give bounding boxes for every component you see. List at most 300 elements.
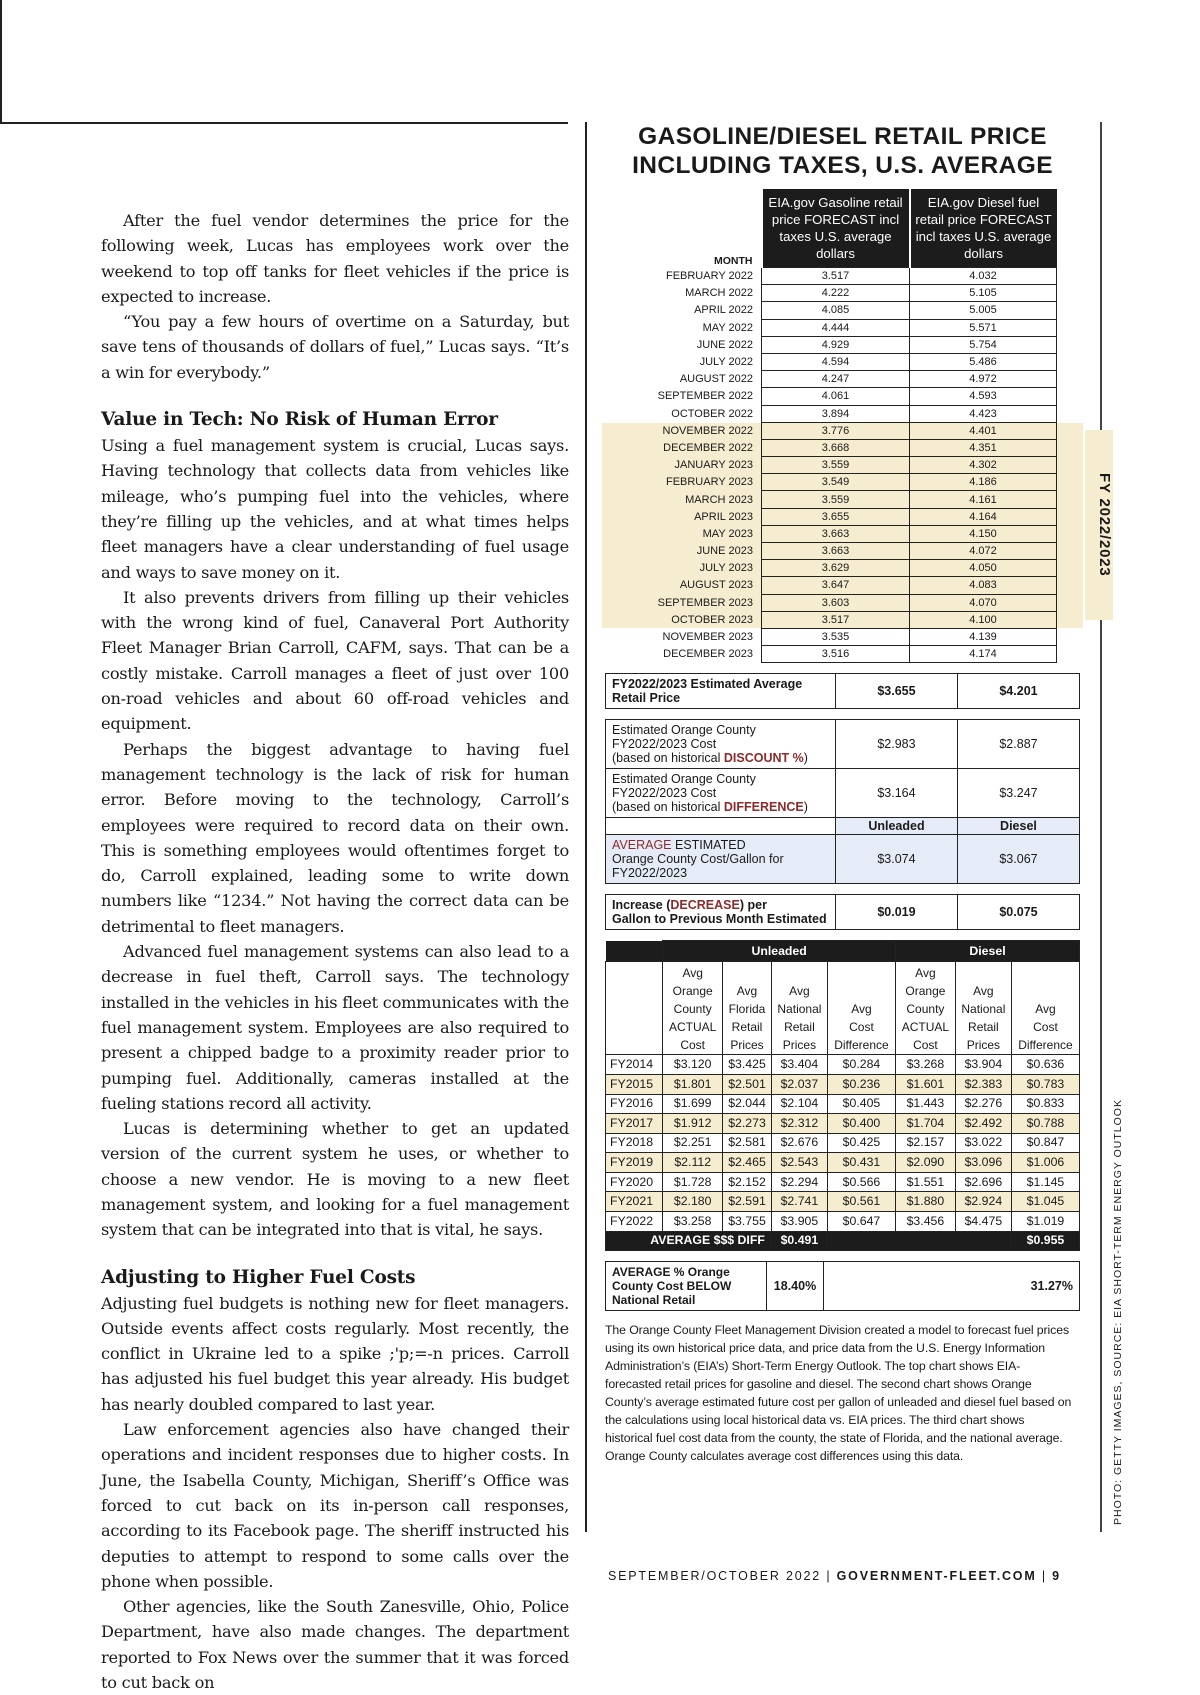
hist-year: FY2017 <box>606 1114 663 1134</box>
forecast-gas-value: 3.516 <box>762 646 910 663</box>
forecast-row <box>605 543 1057 560</box>
hist-value: $2.492 <box>955 1114 1011 1134</box>
hist-value: $0.284 <box>827 1055 895 1075</box>
label-line: FY2022/2023 <box>612 866 688 881</box>
header-word: Retail <box>731 1020 763 1035</box>
forecast-row <box>605 577 1057 594</box>
footer-sep: | <box>1041 1569 1053 1583</box>
hist-value: $1.045 <box>1011 1192 1079 1212</box>
fy-label: FY 2022/2023 <box>1085 430 1113 620</box>
label-line <box>612 800 829 814</box>
hist-value: $2.676 <box>771 1133 827 1153</box>
forecast-month: JUNE 2022 <box>696 338 753 351</box>
paragraph: “You pay a few hours of overtime on a Saturday, but save tens of thousands of dollars of fuel,” Lucas says. “It’s a win for everybody.” <box>101 312 569 382</box>
diesel-label: Diesel <box>957 818 1079 835</box>
gasoline-header: EIA.gov Gasoline retail price FORECAST incl taxes U.S. average dollars <box>762 189 910 268</box>
paragraph: Adjusting fuel budgets is nothing new for fleet managers. Outside events affect costs regularly. Most recently, the conflict in Ukraine led to a spike ;'p;=-n prices. Carroll has adjusted his fuel budget this year already. His budget has nearly doubled compared to last year. <box>101 1293 569 1414</box>
forecast-row <box>605 594 1057 611</box>
month-header: MONTH <box>714 254 753 267</box>
hist-value: $3.755 <box>723 1212 772 1232</box>
hist-col-header <box>663 962 723 1055</box>
forecast-gas-value: 3.655 <box>762 508 910 525</box>
diesel-header: EIA.gov Diesel fuel retail price FORECAST incl taxes U.S. average dollars <box>910 189 1057 268</box>
forecast-rows <box>605 268 1057 663</box>
increase-label <box>606 895 836 930</box>
forecast-diesel-value: 4.186 <box>910 474 1057 491</box>
paragraph: Using a fuel management system is crucial, Lucas says. Having technology that collects data from vehicles like mileage, who’s pumping fuel into the vehicles, where they’re filling up the vehicles, and at what times helps fleet managers have a clear understanding of fuel usage and ways to save money on it. <box>101 436 569 582</box>
hist-value: $1.443 <box>895 1094 955 1114</box>
forecast-diesel-value: 4.593 <box>910 388 1057 405</box>
label-part: (based on historical <box>612 751 724 766</box>
hist-value: $2.112 <box>663 1153 723 1173</box>
label-line <box>612 751 829 765</box>
avg-estimated-diesel: $3.067 <box>957 835 1079 884</box>
hist-value: $1.728 <box>663 1172 723 1192</box>
paragraph: Advanced fuel management systems can also lead to a decrease in fuel theft, Carroll says. The technology installed in the vehicles in his fleet communicates with the fuel management system. Employees are also required to present a chipped badge to a proximity reader prior to pumping fuel. Additionally, cameras installed at the fueling stations record all activity. <box>101 942 569 1113</box>
forecast-diesel-value: 4.150 <box>910 525 1057 542</box>
forecast-diesel-value: 4.083 <box>910 577 1057 594</box>
hist-row <box>606 1114 1080 1134</box>
forecast-diesel-value: 4.423 <box>910 405 1057 422</box>
est-difference-gas: $3.164 <box>835 769 957 818</box>
avg-diff-spacer <box>827 1231 1011 1251</box>
hist-value: $2.104 <box>771 1094 827 1114</box>
forecast-gas-value: 3.663 <box>762 543 910 560</box>
forecast-row <box>605 646 1057 663</box>
hist-row <box>606 1192 1080 1212</box>
hist-value: $0.561 <box>827 1192 895 1212</box>
forecast-row <box>605 353 1057 370</box>
forecast-month: DECEMBER 2022 <box>663 441 753 454</box>
hist-row <box>606 1153 1080 1173</box>
avg-diff-unleaded: $0.491 <box>771 1231 827 1251</box>
forecast-diesel-value: 4.174 <box>910 646 1057 663</box>
hist-value: $2.276 <box>955 1094 1011 1114</box>
forecast-month: JANUARY 2023 <box>674 459 753 472</box>
forecast-row <box>605 371 1057 388</box>
forecast-gas-value: 3.559 <box>762 457 910 474</box>
header-word: Avg <box>973 984 994 999</box>
section-heading: Value in Tech: No Risk of Human Error <box>101 409 498 431</box>
label-part: ) per <box>739 898 767 913</box>
forecast-diesel-value: 5.105 <box>910 285 1057 302</box>
hist-value: $0.400 <box>827 1114 895 1134</box>
unleaded-label: Unleaded <box>835 818 957 835</box>
footer-sep: | <box>826 1569 837 1583</box>
hist-col-header <box>955 962 1011 1055</box>
hist-value: $2.044 <box>723 1094 772 1114</box>
hist-value: $3.258 <box>663 1212 723 1232</box>
forecast-gas-value: 3.603 <box>762 594 910 611</box>
forecast-gas-value: 3.894 <box>762 405 910 422</box>
forecast-gas-value: 4.594 <box>762 353 910 370</box>
hist-value: $2.157 <box>895 1133 955 1153</box>
hist-row <box>606 1055 1080 1075</box>
hist-value: $0.431 <box>827 1153 895 1173</box>
hist-col-header <box>771 962 827 1055</box>
forecast-gas-value: 3.549 <box>762 474 910 491</box>
header-word: Avg <box>736 984 758 999</box>
header-word: Avg <box>851 1002 872 1017</box>
header-word: Orange <box>672 984 713 999</box>
forecast-month: NOVEMBER 2022 <box>662 424 753 437</box>
avg-diff-diesel: $0.955 <box>1011 1231 1079 1251</box>
hist-value: $2.696 <box>955 1172 1011 1192</box>
forecast-diesel-value: 5.486 <box>910 353 1057 370</box>
label-part: ESTIMATED <box>671 838 746 853</box>
forecast-diesel-value: 4.050 <box>910 560 1057 577</box>
forecast-month: NOVEMBER 2023 <box>662 631 753 644</box>
forecast-gas-value: 3.647 <box>762 577 910 594</box>
header-word: Prices <box>730 1038 764 1053</box>
hist-value: $2.251 <box>663 1133 723 1153</box>
forecast-month: JULY 2022 <box>699 356 753 369</box>
avg-retail-diesel: $4.201 <box>957 674 1079 709</box>
hist-col-header <box>1011 962 1079 1055</box>
avg-retail-box <box>605 673 1080 709</box>
forecast-gas-value: 4.929 <box>762 336 910 353</box>
forecast-gas-value: 4.222 <box>762 285 910 302</box>
forecast-month: FEBRUARY 2022 <box>665 270 753 283</box>
forecast-row <box>605 474 1057 491</box>
hist-row <box>606 1133 1080 1153</box>
label-part: ) <box>803 800 808 815</box>
forecast-row <box>605 508 1057 525</box>
label-line: Estimated Orange County <box>612 772 756 787</box>
hist-col-header <box>895 962 955 1055</box>
est-difference-diesel: $3.247 <box>957 769 1079 818</box>
forecast-diesel-value: 4.070 <box>910 594 1057 611</box>
hist-value: $3.456 <box>895 1212 955 1232</box>
hist-value: $2.501 <box>723 1074 772 1094</box>
label-line: Estimated Orange County <box>612 723 756 738</box>
hist-col-header <box>723 962 772 1055</box>
forecast-row <box>605 405 1057 422</box>
forecast-month: APRIL 2022 <box>694 304 753 317</box>
group-spacer <box>606 941 663 962</box>
header-word: Avg <box>789 984 810 999</box>
forecast-gas-value: 3.517 <box>762 268 910 285</box>
hist-year: FY2021 <box>606 1192 663 1212</box>
forecast-gas-value: 4.444 <box>762 319 910 336</box>
hist-year: FY2019 <box>606 1153 663 1173</box>
diesel-group-header: Diesel <box>895 941 1079 962</box>
hist-year: FY2015 <box>606 1074 663 1094</box>
pct-below-diesel: 31.27% <box>824 1262 1080 1311</box>
header-word: Prices <box>966 1038 1001 1053</box>
forecast-gas-value: 3.668 <box>762 439 910 456</box>
hist-value: $0.566 <box>827 1172 895 1192</box>
forecast-diesel-value: 4.164 <box>910 508 1057 525</box>
page-footer <box>608 1569 1061 1583</box>
header-word: Retail <box>784 1020 815 1035</box>
forecast-row <box>605 268 1057 285</box>
paragraph: Other agencies, like the South Zanesville, Ohio, Police Department, have also made changes. The department reported to Fox News over the summer that it was forced to cut back on <box>101 1597 569 1693</box>
header-word: ACTUAL <box>669 1020 717 1035</box>
forecast-diesel-value: 5.754 <box>910 336 1057 353</box>
hist-value: $4.475 <box>955 1212 1011 1232</box>
hist-year: FY2014 <box>606 1055 663 1075</box>
header-word: Avg <box>1035 1002 1056 1017</box>
header-word: Retail <box>968 1020 999 1035</box>
avg-retail-gas: $3.655 <box>835 674 957 709</box>
hist-value: $2.924 <box>955 1192 1011 1212</box>
label-part: (based on historical <box>612 800 724 815</box>
hist-value: $2.581 <box>723 1133 772 1153</box>
forecast-diesel-value: 4.100 <box>910 611 1057 628</box>
hist-value: $1.801 <box>663 1074 723 1094</box>
hist-value: $2.312 <box>771 1114 827 1134</box>
header-word: Orange <box>905 984 946 999</box>
average-word: AVERAGE <box>612 838 672 853</box>
header-word: National <box>777 1002 822 1017</box>
increase-gas: $0.019 <box>835 895 957 930</box>
hist-value: $2.383 <box>955 1074 1011 1094</box>
historical-table <box>605 940 1080 1251</box>
forecast-month: AUGUST 2023 <box>679 579 753 592</box>
column-headers <box>606 962 1080 1055</box>
forecast-gas-value: 3.535 <box>762 628 910 645</box>
forecast-gas-value: 3.559 <box>762 491 910 508</box>
forecast-month: SEPTEMBER 2022 <box>657 390 753 403</box>
increase-box <box>605 894 1080 930</box>
hist-year: FY2022 <box>606 1212 663 1232</box>
forecast-gas-value: 3.517 <box>762 611 910 628</box>
header-word: County <box>906 1002 945 1017</box>
avg-retail-label: FY2022/2023 Estimated Average Retail Price <box>606 674 836 709</box>
forecast-row <box>605 457 1057 474</box>
est-difference-label <box>606 769 836 818</box>
forecast-month: MAY 2023 <box>702 527 753 540</box>
hist-value: $2.273 <box>723 1114 772 1134</box>
hist-value: $1.006 <box>1011 1153 1079 1173</box>
hist-value: $2.090 <box>895 1153 955 1173</box>
estimate-box <box>605 719 1080 884</box>
est-discount-label <box>606 720 836 769</box>
forecast-month: MAY 2022 <box>702 321 753 334</box>
forecast-diesel-value: 4.401 <box>910 422 1057 439</box>
issue-date: SEPTEMBER/OCTOBER 2022 <box>608 1569 822 1583</box>
panel-title <box>605 122 1080 180</box>
header-word: Cost <box>849 1020 874 1035</box>
hist-value: $1.704 <box>895 1114 955 1134</box>
year-col-spacer <box>606 962 663 1055</box>
forecast-gas-value: 4.085 <box>762 302 910 319</box>
hist-value: $3.022 <box>955 1133 1011 1153</box>
hist-value: $2.037 <box>771 1074 827 1094</box>
forecast-gas-value: 4.247 <box>762 371 910 388</box>
forecast-gas-value: 3.776 <box>762 422 910 439</box>
label-part: Increase ( <box>612 898 671 913</box>
paragraph: It also prevents drivers from filling up their vehicles with the wrong kind of fuel, Canaveral Port Authority Fleet Manager Brian Carroll, CAFM, says. That can be a costly mistake. Carroll manages a fleet of just over 100 on-road vehicles and about 60 off-road vehicles and equipment. <box>101 587 569 734</box>
hist-value: $0.847 <box>1011 1133 1079 1153</box>
hist-value: $3.404 <box>771 1055 827 1075</box>
label-line <box>612 838 829 852</box>
forecast-row <box>605 285 1057 302</box>
forecast-month: MARCH 2023 <box>685 493 753 506</box>
header-word: Difference <box>1018 1038 1073 1053</box>
header-word: Florida <box>728 1002 766 1017</box>
forecast-diesel-value: 4.032 <box>910 268 1057 285</box>
forecast-month: JUNE 2023 <box>696 545 753 558</box>
forecast-gas-value: 3.629 <box>762 560 910 577</box>
forecast-row <box>605 611 1057 628</box>
header-word: Prices <box>782 1038 817 1053</box>
pct-below-unleaded: 18.40% <box>767 1262 824 1311</box>
panel-title-line: INCLUDING TAXES, U.S. AVERAGE <box>632 152 1053 179</box>
hist-value: $3.268 <box>895 1055 955 1075</box>
label-line: Orange County Cost/Gallon for <box>612 852 784 867</box>
hist-value: $1.145 <box>1011 1172 1079 1192</box>
forecast-row <box>605 388 1057 405</box>
header-word: National <box>961 1002 1006 1017</box>
forecast-month: OCTOBER 2022 <box>671 407 753 420</box>
header-word: Cost <box>680 1038 706 1053</box>
header-word: Avg <box>915 966 936 981</box>
forecast-diesel-value: 4.161 <box>910 491 1057 508</box>
hist-value: $0.425 <box>827 1133 895 1153</box>
corner-rule <box>0 0 2 122</box>
hist-year: FY2018 <box>606 1133 663 1153</box>
label-line: FY2022/2023 Cost <box>612 786 717 801</box>
difference-word: DIFFERENCE <box>723 800 804 815</box>
paragraph: After the fuel vendor determines the price for the following week, Lucas has employees work over the weekend to top off tanks for fleet vehicles if the price is expected to increase. <box>101 211 569 306</box>
forecast-month: DECEMBER 2023 <box>663 648 753 661</box>
hist-value: $3.120 <box>663 1055 723 1075</box>
hist-value: $2.543 <box>771 1153 827 1173</box>
est-discount-diesel: $2.887 <box>957 720 1079 769</box>
paragraph: Perhaps the biggest advantage to having fuel management technology is the lack of risk for human error. Before moving to the technology, Carroll’s employees were required to record data on their own. This is something employees would oftentimes forget to do, Carroll explained, leading some to write down numbers like “1234.” Not having the correct data can be detrimental to fleet managers. <box>101 739 569 936</box>
panel-title-line: GASOLINE/DIESEL RETAIL PRICE <box>638 123 1047 150</box>
hist-value: $2.741 <box>771 1192 827 1212</box>
hist-value: $0.405 <box>827 1094 895 1114</box>
label-line: Gallon to Previous Month Estimated <box>612 912 827 927</box>
hist-value: $0.788 <box>1011 1114 1079 1134</box>
decrease-word: DECREASE <box>670 898 740 913</box>
forecast-row <box>605 525 1057 542</box>
hist-value: $2.591 <box>723 1192 772 1212</box>
column-divider <box>585 122 587 1532</box>
hist-value: $0.236 <box>827 1074 895 1094</box>
hist-year: FY2016 <box>606 1094 663 1114</box>
hist-row <box>606 1212 1080 1232</box>
forecast-gas-value: 4.061 <box>762 388 910 405</box>
forecast-month: JULY 2023 <box>699 562 753 575</box>
paragraph: Lucas is determining whether to get an updated version of the current system he uses, or whether to choose a new vendor. He is moving to a new fleet management system, and looking for a fuel management system that can be integrated into that is vital, he says. <box>101 1119 569 1240</box>
forecast-row <box>605 336 1057 353</box>
hist-value: $1.601 <box>895 1074 955 1094</box>
hist-col-header <box>827 962 895 1055</box>
forecast-month: SEPTEMBER 2023 <box>657 596 753 609</box>
hist-row <box>606 1074 1080 1094</box>
forecast-row <box>605 560 1057 577</box>
hist-year: FY2020 <box>606 1172 663 1192</box>
forecast-row <box>605 491 1057 508</box>
header-word: Cost <box>913 1038 938 1053</box>
article-column <box>101 208 569 1695</box>
forecast-row <box>605 439 1057 456</box>
forecast-diesel-value: 5.005 <box>910 302 1057 319</box>
hist-value: $3.425 <box>723 1055 772 1075</box>
hist-value: $1.912 <box>663 1114 723 1134</box>
hist-value: $3.096 <box>955 1153 1011 1173</box>
header-word: County <box>673 1002 712 1017</box>
hist-value: $1.019 <box>1011 1212 1079 1232</box>
header-word: Avg <box>682 966 703 981</box>
avg-diff-label: AVERAGE $$$ DIFF <box>606 1231 772 1251</box>
est-discount-gas: $2.983 <box>835 720 957 769</box>
right-divider <box>1100 122 1102 1532</box>
top-rule <box>0 122 568 124</box>
forecast-month: FEBRUARY 2023 <box>665 476 753 489</box>
forecast-row <box>605 628 1057 645</box>
forecast-table <box>605 189 1057 663</box>
panel-caption: The Orange County Fleet Management Division created a model to forecast fuel prices using its own historical price data, and price data from the U.S. Energy Information Administration’s (EIA’s) Short-Term Energy Outlook. The top chart shows EIA-forecasted retail prices for gasoline and diesel. The second chart shows Orange County’s average estimated future cost per gallon of unleaded and diesel fuel based on the calculations using local historical data vs. EIA prices. The third chart shows historical fuel cost data from the county, the state of Florida, and the national average. Orange County calculates average cost differences using this data. <box>605 1323 1072 1464</box>
hist-value: $2.152 <box>723 1172 772 1192</box>
label-part: ) <box>803 751 808 766</box>
forecast-diesel-value: 4.972 <box>910 371 1057 388</box>
hist-row <box>606 1172 1080 1192</box>
hist-row <box>606 1094 1080 1114</box>
hist-value: $0.833 <box>1011 1094 1079 1114</box>
hist-value: $1.699 <box>663 1094 723 1114</box>
forecast-month: OCTOBER 2023 <box>671 613 753 626</box>
hist-value: $3.905 <box>771 1212 827 1232</box>
forecast-diesel-value: 4.139 <box>910 628 1057 645</box>
increase-diesel: $0.075 <box>957 895 1079 930</box>
forecast-month: MARCH 2022 <box>685 287 753 300</box>
forecast-month: APRIL 2023 <box>694 510 753 523</box>
fuel-price-panel <box>605 118 1113 1465</box>
forecast-diesel-value: 5.571 <box>910 319 1057 336</box>
forecast-diesel-value: 4.351 <box>910 439 1057 456</box>
avg-estimated-gas: $3.074 <box>835 835 957 884</box>
hist-value: $0.647 <box>827 1212 895 1232</box>
section-heading: Adjusting to Higher Fuel Costs <box>101 1266 416 1288</box>
photo-source-credit: PHOTO: GETTY IMAGES, SOURCE: EIA SHORT-TERM ENERGY OUTLOOK <box>1112 1099 1124 1525</box>
forecast-diesel-value: 4.302 <box>910 457 1057 474</box>
page-number: 9 <box>1052 1569 1061 1583</box>
pct-below-label: AVERAGE % Orange County Cost BELOW National Retail <box>606 1262 767 1311</box>
hist-value: $2.465 <box>723 1153 772 1173</box>
unleaded-group-header: Unleaded <box>663 941 896 962</box>
discount-word: DISCOUNT % <box>723 751 804 766</box>
hist-value: $1.880 <box>895 1192 955 1212</box>
hist-value: $2.180 <box>663 1192 723 1212</box>
hist-value: $0.783 <box>1011 1074 1079 1094</box>
forecast-row <box>605 319 1057 336</box>
header-word: ACTUAL <box>901 1020 950 1035</box>
spacer-cell <box>606 818 836 835</box>
hist-value: $0.636 <box>1011 1055 1079 1075</box>
hist-value: $3.904 <box>955 1055 1011 1075</box>
forecast-row <box>605 302 1057 319</box>
hist-value: $1.551 <box>895 1172 955 1192</box>
header-word: Difference <box>834 1038 889 1053</box>
avg-estimated-label <box>606 835 836 884</box>
hist-value: $2.294 <box>771 1172 827 1192</box>
forecast-row <box>605 422 1057 439</box>
historical-rows <box>606 1055 1080 1231</box>
header-word: Cost <box>1033 1020 1058 1035</box>
forecast-diesel-value: 4.072 <box>910 543 1057 560</box>
forecast-gas-value: 3.663 <box>762 525 910 542</box>
forecast-month: AUGUST 2022 <box>679 373 753 386</box>
label-line: FY2022/2023 Cost <box>612 737 717 752</box>
site-link[interactable]: GOVERNMENT-FLEET.COM <box>836 1569 1037 1583</box>
paragraph: Law enforcement agencies also have changed their operations and incident responses due to higher costs. In June, the Isabella County, Michigan, Sheriff’s Office was forced to cut back on its in-person call responses, according to its Facebook page. The sheriff instructed his deputies to attempt to respond to some calls over the phone when possible. <box>101 1420 569 1591</box>
label-line <box>612 898 829 912</box>
